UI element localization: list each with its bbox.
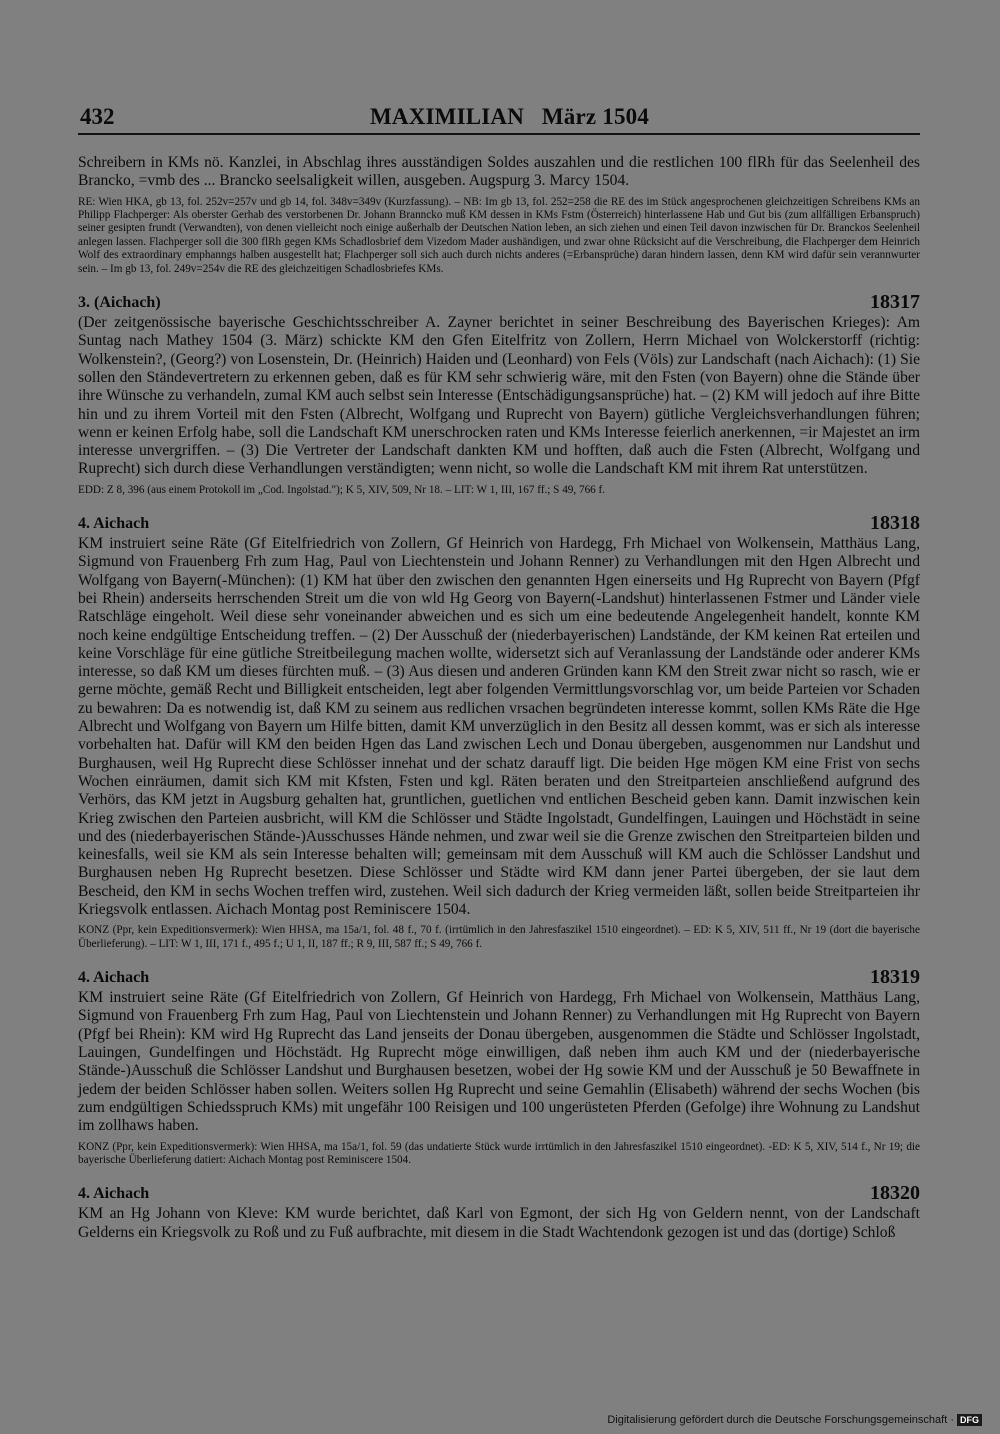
entry-place: 4. Aichach [78,515,150,533]
page-number: 432 [80,104,115,129]
entry-18317 [78,291,920,497]
entry-body: KM instruiert seine Räte (Gf Eitelfriedrich von Zollern, Gf Heinrich von Hardegg, Frh Michael von Wolkensein, Matthäus Lang, Sigmund von Frauenberg Frh zum Hag, Paul von Liechtenstein und Johann Renner) zu Verhandlungen mit den Hgen Albrecht und Wolfgang von Bayern(-München): (1) KM hat über den zwischen den genannten Hgen einerseits und Hg Ruprecht von Bayern (Pfgf bei Rhein) anderseits herrschenden Streit um die von wld Hg Georg von Bayern(-Landshut) hinterlassenen Fstmer und Länder viele Ratschläge eingeholt. Weil diese sehr voneinander abweichen und es sich um eine bedeutende Angelegenheit handelt, konnte KM noch keine endgültige Entscheidung treffen. – (2) Der Ausschuß der (niederbayerischen) Landstände, der KM keinen Rat erteilen und keine Vorschläge für eine gütliche Streitbeilegung machen wollte, widersetzt sich auf Veranlassung der Landstände oder anderer KMs interesse, so daß KM um dieses fürchten muß. – (3) Aus diesen und anderen Gründen kann KM den Streit zwar nicht so rasch, wie er gerne möchte, gemäß Recht und Billigkeit entscheiden, legt aber folgenden Vermittlungsvorschlag vor, um beide Parteien vor Schaden zu bewahren: Da es notwendig ist, daß KM zu seinem aus redlichen vrsachen begründeten interesse kommt, sollen KMs Räte die Hge Albrecht und Wolfgang von Bayern um Hilfe bitten, damit KM unverzüglich in den Besitz all dessen kommt, was er sich als interesse vorbehalten hat. Dafür will KM den beiden Hgen das Land zwischen Lech und Donau übergeben, ausgenommen nur Landshut und Burghausen, weil Hg Ruprecht diese Schlösser innehat und der schatz darauff ligt. Die beiden Hge mögen KM eine Frist von sechs Wochen einräumen, damit sich KM mit Kfsten, Fsten und kgl. Räten beraten und den Streitparteien anschließend aufgrund des Verhörs, das KM jetzt in Augsburg gehalten hat, gruntlichen, guetlichen vnd entlichen Bescheid geben kann. Damit inzwischen kein Krieg zwischen den Parteien ausbricht, will KM die Schlösser und Städte Ingolstadt, Gundelfingen, Lauingen und Höchstädt in seine und des (niederbayerischen Stände-)Ausschusses Hände nehmen, und zwar weil sie die Grenze zwischen den Streitparteien bilden und keinesfalls, weil sie KM als sein Interesse behalten will; gemeinsam mit dem Ausschuß will KM auch die Schlösser Landshut und Burghausen neben Hg Ruprecht besetzen. Diese Schlösser und Städte wird KM dann jener Partei übergeben, der sie laut dem Bescheid, den KM in sechs Wochen treffen wird, zustehen. Weil sich dadurch der Krieg vermeiden läßt, sollen beide Streitparteien ihr Kriegsvolk entlassen. Aichach Montag post Reminiscere 1504. [78,535,920,919]
entry-note: EDD: Z 8, 396 (aus einem Protokoll im „Cod. Ingolstad."); K 5, XIV, 509, Nr 18. – LIT: W 1, III, 167 ff.; S 49, 766 f. [78,483,606,496]
entry-place: 4. Aichach [78,969,150,987]
entry-heading [78,1182,920,1205]
entry-body: (Der zeitgenössische bayerische Geschichtsschreiber A. Zayner berichtet in seiner Beschreibung des Bayerischen Krieges): Am Suntag nach Mathey 1504 (3. März) schickte KM den Gfen Eitelfritz von Zollern, Herrn Michael von Wolckerstorff (richtig: Wolkenstein?, (Georg?) von Losenstein, Dr. (Heinrich) Haiden und (Leonhard) von Fels (Völs) zur Landschaft (nach Aichach): (1) Sie sollen den Ständevertretern zu erkennen geben, daß es für KM sehr schwierig wäre, mit den Fsten (von Bayern) ohne die Stände über ihre Wünsche zu verhandeln, zumal KM auch selbst sein Interesse (Entschädigungsansprüche) hat. – (2) KM will jedoch auf ihre Bitte hin und zu ihrem Vorteil mit den Fsten (Albrecht, Wolfgang und Ruprecht von Bayern) gütliche Vergleichsverhandlungen führen; wenn er keinen Erfolg habe, soll die Landschaft KM unerschrocken raten und KMs Interesse feierlich anerkennen, =ir Majestet an irm interesse unvergriffen. – (3) Die Vertreter der Landschaft dankten KM und hofften, daß auch die Fsten (Albrecht, Wolfgang und Ruprecht) sich durch diese Verhandlungen verständigten; wenn nicht, so wolle die Landschaft KM mit ihrem Rat unterstützen. [78,314,920,478]
entry-18320 [78,1182,920,1242]
entry-heading [78,966,920,989]
running-title: MAXIMILIAN März 1504 [370,104,650,129]
intro-body: Schreibern in KMs nö. Kanzlei, in Abschlag ihres ausständigen Soldes auszahlen und die restlichen 100 flRh für das Seelenheil des Brancko, =vmb des ... Brancko seelsaligkeit willen, ausgeben. Augspurg 3. Marcy 1504. [78,154,920,190]
entry-18319 [78,966,920,1167]
entry-note: KONZ (Ppr, kein Expeditionsvermerk): Wien HHSA, ma 15a/1, fol. 48 f., 70 f. (irrtümlich in den Jahresfaszikel 1510 eingeordnet). – ED: K 5, XIV, 511 ff., Nr 19 (dort die bayerische Überlieferung). – LIT: W 1, III, 171 f., 495 f.; U 1, II, 187 ff.; R 9, III, 587 ff.; S 49, 766 f. [78,924,920,950]
intro-note: RE: Wien HKA, gb 13, fol. 252v=257v und gb 14, fol. 348v=349v (Kurzfassung). – NB: Im gb 13, fol. 252=258 die RE des im Stück angesprochenen gleichzeitigen Schreibens KMs an Philipp Flachperger: Als oberster Gerhab des verstorbenen Dr. Johann Branncko muß KM dessen in KMs Fstm (Österreich) hinterlassene Hab und Gut bis (zum allfälligen Erbanspruch) seiner gesipten frundt (Verwandten), von denen vielleicht noch einige außerhalb der Deutschen Nation leben, an sich ziehen und einen Teil davon inzwischen für Dr. Branckos Seelenheil anlegen lassen. Flachperger soll die 300 flRh gegen KMs Schadlosbrief dem Vizedom Mader aushändigen, und zwar ohne Rücksicht auf die Verschreibung, die Flachperger dem Heinrich Wolf des extraordinary emphanngs halben ausgestellt hat; Flachperger soll sich auch durch nichts anderes (=Erbansprüche) daran hindern lassen, denn KM wird dafür sein verannwurter sein. – Im gb 13, fol. 249v=254v die RE des gleichzeitigen Schadlosbriefes KMs. [78,195,920,275]
entry-body: KM instruiert seine Räte (Gf Eitelfriedrich von Zollern, Gf Heinrich von Hardegg, Frh Michael von Wolkensein, Matthäus Lang, Sigmund von Frauenberg Frh zum Hag, Paul von Liechtenstein und Johann Renner) zu Verhandlungen mit Hg Ruprecht von Bayern (Pfgf bei Rhein): KM wird Hg Ruprecht das Land jenseits der Donau übergeben, ausgenommen die Städte und Schlösser Ingolstadt, Lauingen, Gundelfingen und Höchstädt. Hg Ruprecht möge einwilligen, daß neben ihm auch KM und der (niederbayerische Stände-)Ausschuß die Schlösser Landshut und Burghausen besetzen, wobei der Hg sowie KM und der Ausschuß je 50 Bewaffnete in jedem der beiden Schlösser haben sollen. Weiters sollen Hg Ruprecht und seine Gemahlin (Elisabeth) während der sechs Wochen (bis zum endgültigen Schiedsspruch KMs) mit ungefähr 100 Reisigen und 100 ungerüsteten Pferden (Gefolge) ihre Wohnung zu Landshut im zollhaws haben. [78,989,920,1135]
dfg-footer [607,1414,982,1426]
funding-notice: Digitalisierung gefördert durch die Deutsche Forschungsgemeinschaft · [607,1414,954,1426]
entry-heading [78,291,920,314]
intro-block [78,154,920,276]
page-content [78,154,920,1242]
entry-number: 18318 [870,512,920,535]
entry-heading [78,512,920,535]
entry-place: 4. Aichach [78,1185,150,1203]
entry-number: 18319 [870,966,920,989]
entry-note: KONZ (Ppr, kein Expeditionsvermerk): Wien HHSA, ma 15a/1, fol. 59 (das undatierte Stück wurde irrtümlich in den Jahresfaszikel 1510 eingeordnet). -ED: K 5, XIV, 514 f., Nr 19; die bayerische Überlieferung datiert: Aichach Montag post Reminiscere 1504. [78,1140,920,1166]
dfg-logo: DFG [957,1414,982,1426]
header-rule [78,133,920,135]
entry-number: 18317 [870,291,920,314]
entry-body: KM an Hg Johann von Kleve: KM wurde berichtet, daß Karl von Egmont, der sich Hg von Geldern nennt, von der Landschaft Gelderns ein Kriegsvolk zu Roß und zu Fuß aufbrachte, mit diesem in die Stadt Wachtendonk gezogen ist und das (dortige) Schloß [78,1205,920,1241]
page-header [78,104,920,136]
entry-number: 18320 [870,1182,920,1205]
document-page [78,0,920,1434]
entry-place: 3. (Aichach) [78,294,161,312]
entry-18318 [78,512,920,951]
